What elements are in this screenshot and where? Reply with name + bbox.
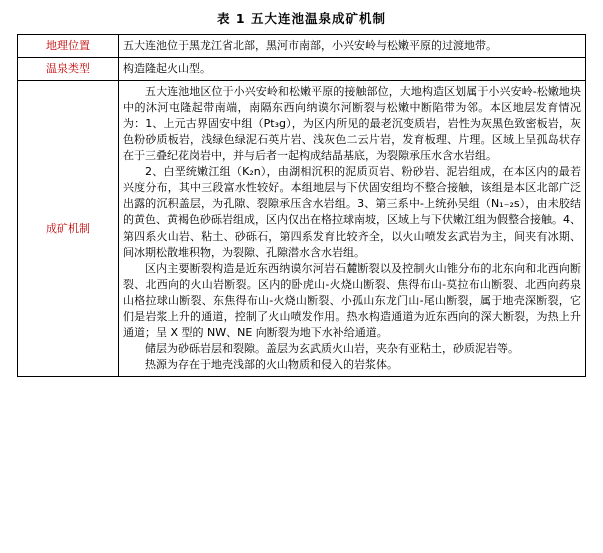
- row-label-mechanism: 成矿机制: [18, 81, 119, 377]
- row-content-type: [119, 58, 586, 81]
- location-text: 五大连池位于黑龙江省北部，黑河市南部，小兴安岭与松嫩平原的过渡地带。: [123, 39, 497, 52]
- mineralization-table: [17, 34, 586, 377]
- row-label-location: 地理位置: [18, 35, 119, 58]
- mechanism-paragraph-3: 区内主要断裂构造是近东西纳谟尔河岩石麓断裂以及控制火山锥分布的北东向和北西向断裂、北西向的火山岩断裂。区内的卧虎山-火烧山断裂、焦得布山-莫拉布山断裂、北西向药泉山格拉球山断裂、东焦得布山-火烧山断裂、小孤山东龙门山-尾山断裂，属于地壳深断裂，它们是岩浆上升的通道，控制了火山喷发作用。热水构造通道为近东西向的深大断裂，为热上升通道；呈 X 型的 NW、NE 向断裂为地下水补给通道。: [123, 261, 581, 339]
- document-page: [0, 9, 603, 553]
- page-title: 表 1 五大连池温泉成矿机制: [217, 11, 386, 26]
- table-row: [18, 35, 586, 58]
- row-label-type: 温泉类型: [18, 58, 119, 81]
- mechanism-paragraph-1: 五大连池地区位于小兴安岭和松嫩平原的接触部位，大地构造区划属于小兴安岭-松嫩地块中的沐河屯隆起带南端，南隔东西向纳谟尔河断裂与松嫩中断陷带为邻。本区地层发育情况为：1、上元古界固安中组（Pt₃g），为区内所见的最老沉变质岩，岩性为灰黑色致密板岩，灰色粉砂质板岩，浅绿色绿泥石英片岩、浅灰色二云片岩，发育板理、片理。区域上呈孤岛状存在于三叠纪花岗岩中，并与后者一起构成结晶基底，为裂隙承压水含水岩组。: [123, 85, 581, 163]
- mechanism-paragraph-4: 储层为砂砾岩层和裂隙。盖层为玄武质火山岩，夹杂有亚粘土，砂质泥岩等。: [145, 341, 519, 355]
- mechanism-paragraph-5: 热源为存在于地壳浅部的火山物质和侵入的岩浆体。: [145, 357, 398, 371]
- row-content-mechanism: [119, 81, 586, 377]
- table-row: [18, 58, 586, 81]
- row-content-location: [119, 35, 586, 58]
- mechanism-paragraph-2: 2、白垩统嫩江组（K₂n），由湖相沉积的泥质页岩、粉砂岩、泥岩组成，在本区内的最若兴度分布，其中三段富水性较好。本组地层与下伏固安组均不整合接触，该组是本区北部广泛出露的沉积盖层，为孔隙、裂隙承压含水岩组。3、第三系中-上统孙吴组（N₁₋₂s），由未胶结的黄色、黄褐色砂砾岩组成，区内仅出在格拉球南坡，区域上与下伏嫩江组为假整合接触。4、第四系火山岩、粘土、砂砾石，第四系发育比较齐全，以火山喷发玄武岩为主，间夹有冰期、间冰期松散堆积物，为裂隙、孔隙潜水含水岩组。: [123, 165, 581, 259]
- type-text: 构造隆起火山型。: [123, 62, 211, 76]
- table-row: [18, 81, 586, 377]
